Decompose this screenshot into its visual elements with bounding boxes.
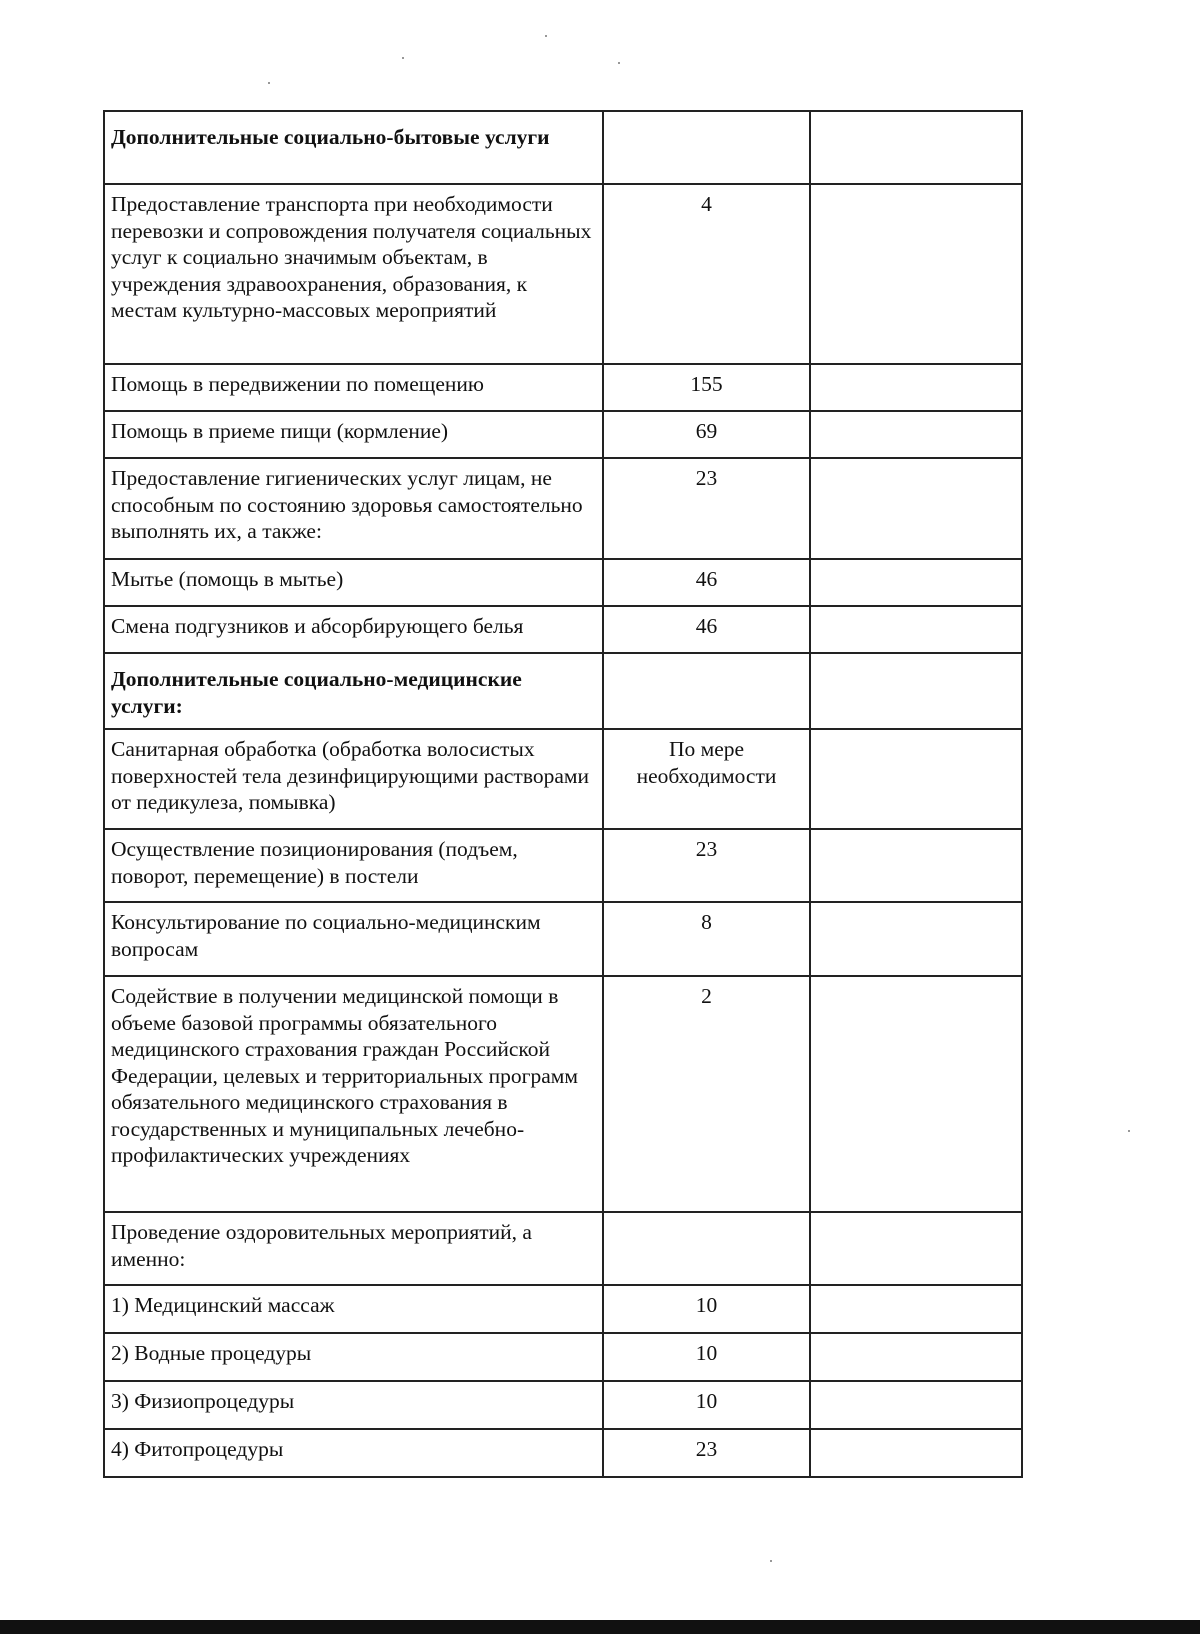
service-frequency: 23 [603, 829, 810, 902]
service-frequency [603, 1212, 810, 1285]
empty-cell [810, 559, 1022, 606]
table-row [104, 606, 1022, 653]
empty-cell [810, 111, 1022, 184]
service-frequency: 2 [603, 976, 810, 1212]
empty-cell [810, 606, 1022, 653]
service-frequency [603, 111, 810, 184]
service-frequency: 10 [603, 1285, 810, 1333]
table-row [104, 364, 1022, 411]
scan-speck [770, 1560, 772, 1562]
empty-cell [810, 829, 1022, 902]
empty-cell [810, 364, 1022, 411]
section-row-social-medical [104, 653, 1022, 729]
service-name: Помощь в передвижении по помещению [104, 364, 603, 411]
service-name: Дополнительные социально-медицинские услуги: [104, 653, 603, 729]
empty-cell [810, 1381, 1022, 1429]
table-row [104, 458, 1022, 559]
service-name: Осуществление позиционирования (подъем, поворот, перемещение) в постели [104, 829, 603, 902]
empty-cell [810, 653, 1022, 729]
table-row [104, 1333, 1022, 1381]
scan-speck [1128, 1130, 1130, 1132]
table-row [104, 1429, 1022, 1477]
empty-cell [810, 1333, 1022, 1381]
table-row [104, 1212, 1022, 1285]
empty-cell [810, 184, 1022, 364]
service-frequency: 10 [603, 1381, 810, 1429]
service-name: Мытье (помощь в мытье) [104, 559, 603, 606]
table-row [104, 184, 1022, 364]
service-name: Помощь в приеме пищи (кормление) [104, 411, 603, 458]
service-name: 3) Физиопроцедуры [104, 1381, 603, 1429]
service-name: Содействие в получении медицинской помощи в объеме базовой программы обязательного медицинского страхования граждан Российской Федерации, целевых и территориальных программ обязательного медицинского страхования в государственных и муниципальных лечебно-профилактических учреждениях [104, 976, 603, 1212]
service-name: Консультирование по социально-медицинским вопросам [104, 902, 603, 976]
table-row [104, 902, 1022, 976]
empty-cell [810, 1212, 1022, 1285]
empty-cell [810, 411, 1022, 458]
table-row [104, 411, 1022, 458]
service-name: 2) Водные процедуры [104, 1333, 603, 1381]
section-row-social-household [104, 111, 1022, 184]
services-table [103, 110, 1023, 1478]
empty-cell [810, 1285, 1022, 1333]
service-name: Предоставление транспорта при необходимости перевозки и сопровождения получателя социальных услуг к социально значимым объектам, в учреждения здравоохранения, образования, к местам культурно-массовых мероприятий [104, 184, 603, 364]
empty-cell [810, 976, 1022, 1212]
scan-speck [402, 57, 404, 59]
service-frequency [603, 653, 810, 729]
service-frequency: 4 [603, 184, 810, 364]
table-row [104, 1285, 1022, 1333]
table-row [104, 829, 1022, 902]
service-frequency: 23 [603, 1429, 810, 1477]
service-frequency: 46 [603, 559, 810, 606]
scan-speck [545, 35, 547, 37]
empty-cell [810, 1429, 1022, 1477]
service-name: Проведение оздоровительных мероприятий, а именно: [104, 1212, 603, 1285]
service-frequency: 23 [603, 458, 810, 559]
service-frequency: По мере необходимости [603, 729, 810, 829]
service-frequency: 46 [603, 606, 810, 653]
empty-cell [810, 729, 1022, 829]
scan-speck [268, 82, 270, 84]
service-frequency: 10 [603, 1333, 810, 1381]
empty-cell [810, 458, 1022, 559]
service-frequency: 155 [603, 364, 810, 411]
service-name: Смена подгузников и абсорбирующего белья [104, 606, 603, 653]
service-name: 1) Медицинский массаж [104, 1285, 603, 1333]
service-name: Дополнительные социально-бытовые услуги [104, 111, 603, 184]
table-row [104, 976, 1022, 1212]
service-name: 4) Фитопроцедуры [104, 1429, 603, 1477]
service-name: Санитарная обработка (обработка волосистых поверхностей тела дезинфицирующими растворами от педикулеза, помывка) [104, 729, 603, 829]
service-frequency: 69 [603, 411, 810, 458]
table-row [104, 1381, 1022, 1429]
empty-cell [810, 902, 1022, 976]
scan-speck [618, 62, 620, 64]
table-row [104, 729, 1022, 829]
scan-bottom-edge [0, 1620, 1200, 1634]
service-name: Предоставление гигиенических услуг лицам, не способным по состоянию здоровья самостоятельно выполнять их, а также: [104, 458, 603, 559]
table-row [104, 559, 1022, 606]
service-frequency: 8 [603, 902, 810, 976]
